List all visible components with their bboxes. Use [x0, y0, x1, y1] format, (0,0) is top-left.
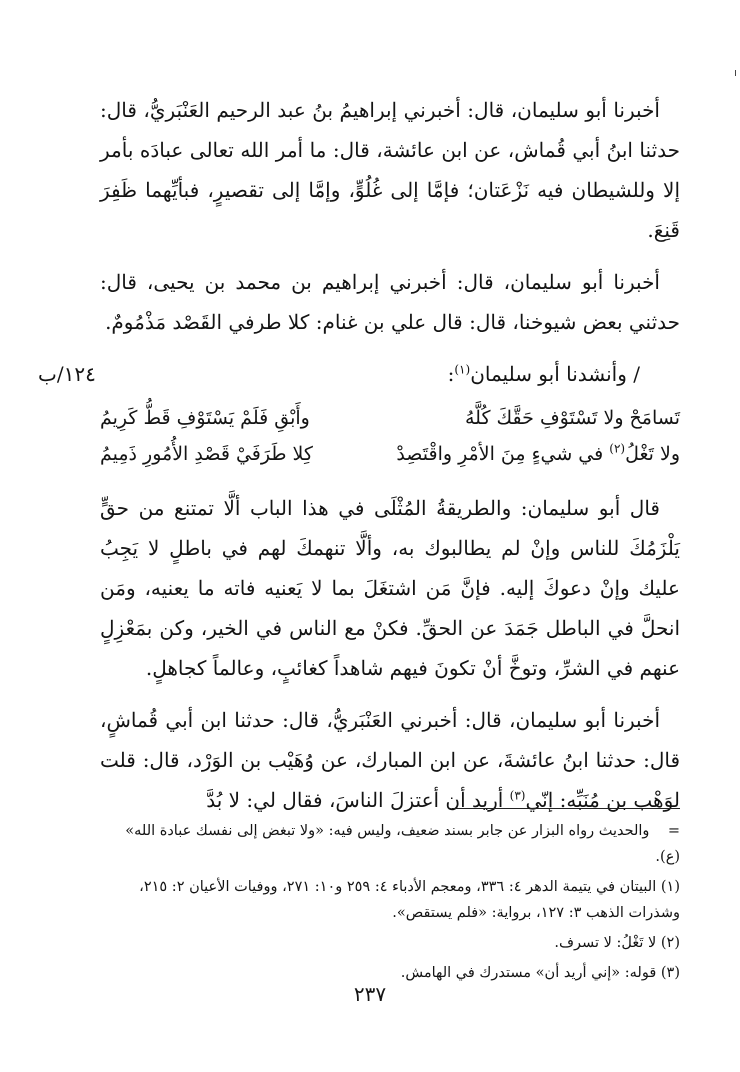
paragraph-4-end: أريد أن أعتزلَ الناسَ، فقال لي: لا بُدَّ	[206, 788, 510, 812]
footnote-ref-3: (٣)	[509, 788, 526, 803]
footnote-3: (٣) قوله: «إني أريد أن» مستدرك في الهامش.	[400, 965, 680, 981]
footnote-separator	[452, 808, 680, 809]
footnote-1: (١) البيتان في يتيمة الدهر ٤: ٣٣٦، ومعجم الأدباء ٤: ٢٥٩ و١٠: ٢٧١، ووفيات الأعيان ٢: ٢١٥، وشذرات الذهب ٣: ١٢٧، برواية: «فلم يستقص».	[139, 879, 680, 921]
verse-1-second-hemistich: وأَبْقِ فَلَمْ يَسْتَوْفِ قَطُّ كَرِيمُ	[100, 407, 310, 429]
paragraph-2: أخبرنا أبو سليمان، قال: أخبرني إبراهيم بن محمد بن يحيى، قال: حدثني بعض شيوخنا، قال: قال علي بن غنام: كلا طرفي القَصْد مَذْمُومٌ.	[100, 270, 680, 334]
folio-mark: ١٢٤/ب	[38, 362, 96, 386]
footnote-ref-1: (١)	[454, 362, 471, 377]
verse-1-first-hemistich: تَسامَحْ ولا تَسْتَوْفِ حَقَّكَ كُلَّهُ	[464, 407, 680, 429]
paragraph-3: قال أبو سليمان: والطريقةُ المُثْلَى في هذا الباب ألَّا تمتنع من حقٍّ يَلْزَمُكَ للناس وإنْ لم يطالبوك به، وألَّا تنهمكَ لهم في باطلٍ لا يَجِبُ عليك وإنْ دعوكَ إليه. فإنَّ مَن اشتغَلَ بما لا يَعنيه فاته ما يعنيه، ومَن انحلَّ في الباطل جَمَدَ عن الحقِّ. فكنْ مع الناس في الخير، وكن بمَعْزِلٍ عنهم في الشرِّ، وتوخَّ أنْ تكونَ فيهم شاهداً كغائبٍ، وعالماً كجاهلٍ.	[100, 496, 680, 680]
verse-2-second-part: في شيءٍ مِنَ الأمْرِ واقْتَصِدْ	[396, 443, 604, 465]
main-text	[38, 80, 680, 832]
footnotes	[100, 818, 680, 990]
verse-intro-row	[38, 354, 680, 394]
poem	[100, 400, 680, 472]
verse-2-first-part: ولا تَغْلُ	[625, 443, 680, 465]
verse-intro-text: / وأنشدنا أبو سليمان	[470, 362, 640, 386]
verse-line-1	[100, 400, 680, 436]
continuation-text: والحديث رواه البزار عن جابر بسند ضعيف، وليس فيه: «ولا تبغض إلى نفسك عبادة الله» (ع).	[125, 823, 680, 865]
margin-tick	[735, 70, 736, 76]
footnote-continuation	[100, 818, 680, 870]
continuation-mark: =	[667, 823, 680, 839]
paragraph-4	[100, 700, 680, 820]
paragraph-4-text: أخبرنا أبو سليمان، قال: أخبرني العَنْبَريُّ، قال: حدثنا ابن أبي قُماشٍ، قال: حدثنا ابنُ عائشةَ، عن ابن المبارك، عن وُهَيْب بن الوَرْد، قال: قلت لوَهْب بن مُنَبِّه: إنّي	[100, 708, 680, 812]
page-number: ٢٣٧	[353, 982, 387, 1006]
footnote-ref-2: (٢)	[609, 441, 626, 456]
verse-intro	[448, 354, 640, 394]
verse-2-second-hemistich: كِلا طَرَفَيْ قَصْدِ الأُمُورِ ذَمِيمُ	[100, 443, 313, 465]
footnote-2: (٢) لا تَغْلُ: لا تسرف.	[554, 935, 680, 951]
verse-2-first-hemistich	[396, 436, 680, 472]
verse-line-2	[100, 436, 680, 472]
paragraph-1: أخبرنا أبو سليمان، قال: أخبرني إبراهيمُ بنُ عبد الرحيم العَنْبَريُّ، قال: حدثنا ابنُ أبي قُماش، عن ابن عائشة، قال: ما أمر الله تعالى عبادَه بأمر إلا وللشيطان فيه نَزْعَتان؛ فإمَّا إلى غُلُوٍّ، وإمَّا إلى تقصيرٍ، فبأيِّهما ظَفِرَ قَنِعَ.	[100, 98, 680, 242]
verse-intro-colon: :	[447, 362, 455, 386]
